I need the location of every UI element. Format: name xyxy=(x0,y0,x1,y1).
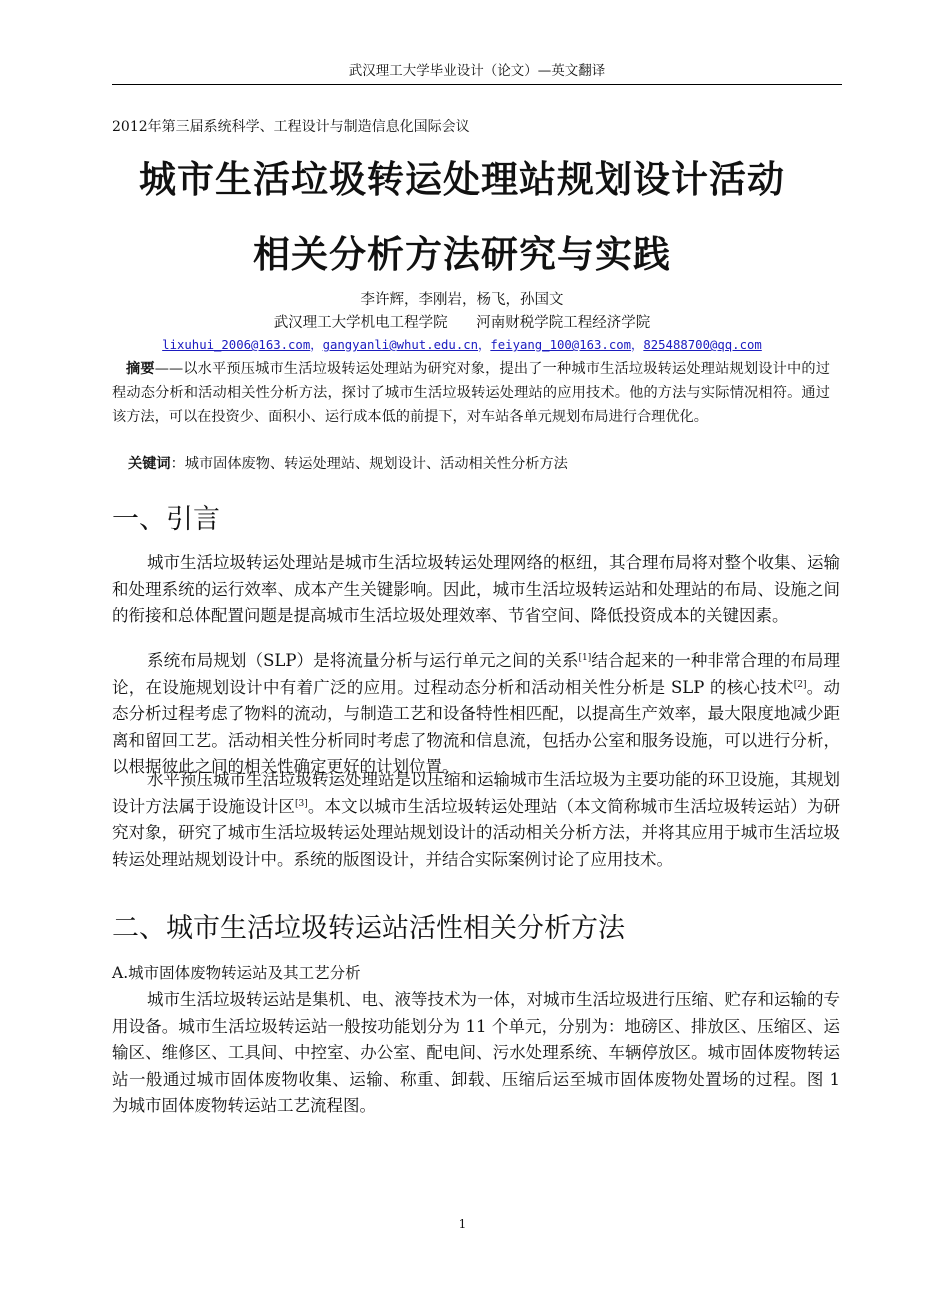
citation-ref-2[interactable]: [2] xyxy=(793,679,807,690)
body-text: 水平预压城市生活垃圾转运处理站是以压缩和运输城市生活垃圾为主要功能的环卫设施，其规划设计方法属于设施设计区 xyxy=(112,770,840,816)
citation-ref-3[interactable]: [3] xyxy=(294,798,308,809)
conference-name: 2012年第三届系统科学、工程设计与制造信息化国际会议 xyxy=(112,119,470,135)
body-paragraph xyxy=(112,648,840,781)
section-heading-method: 二、城市生活垃圾转运站活性相关分析方法 xyxy=(112,913,625,944)
keywords xyxy=(128,453,568,473)
email-link-2[interactable]: gangyanli@whut.edu.cn xyxy=(322,338,479,352)
body-text: 。动态分析过程考虑了物料的流动，与制造工艺和设备特性相匹配，以提高生产效率，最大限度地减少距离和留回工艺。活动相关性分析同时考虑了物流和信息流，包括办公室和服务设施，可以进行分析，以根据彼此之间的相关性确定更好的计划位置。 xyxy=(112,677,840,776)
body-text: 系统布局规划（SLP）是将流量分析与运行单元之间的关系 xyxy=(147,651,579,670)
author-emails xyxy=(112,335,812,353)
body-text: 。本文以城市生活垃圾转运处理站（本文简称城市生活垃圾转运站）为研究对象，研究了城市生活垃圾转运处理站规划设计的活动相关分析方法，并将其应用于城市生活垃圾转运处理站规划设计中。系统的版图设计，并结合实际案例讨论了应用技术。 xyxy=(112,796,841,869)
keywords-label: 关键词 xyxy=(128,456,171,472)
abstract-text: ——以水平预压城市生活垃圾转运处理站为研究对象，提出了一种城市生活垃圾转运处理站规划设计中的过程动态分析和活动相关性分析方法，探讨了城市生活垃圾转运处理站的应用技术。他的方法与实际情况相符。通过该方法，可以在投资少、面积小、运行成本低的前提下，对车站各单元规划布局进行合理优化。 xyxy=(112,361,830,425)
abstract-label: 摘要 xyxy=(126,361,155,377)
affiliation-2: 河南财税学院工程经济学院 xyxy=(476,315,651,331)
author-list: 李许辉，李刚岩，杨飞，孙国文 xyxy=(360,292,564,308)
paper-title-line-2: 相关分析方法研究与实践 xyxy=(253,233,671,276)
abstract xyxy=(112,357,830,429)
body-paragraph xyxy=(112,767,840,873)
email-separator: ， xyxy=(310,338,323,352)
email-link-3[interactable]: feiyang_100@163.com xyxy=(490,338,632,352)
page-number: 1 xyxy=(458,1217,467,1231)
citation-ref-1[interactable]: [1] xyxy=(578,653,592,663)
body-paragraph: 城市生活垃圾转运站是集机、电、液等技术为一体，对城市生活垃圾进行压缩、贮存和运输的专用设备。城市生活垃圾转运站一般按功能划分为 11 个单元，分别为：地磅区、排放区、压缩区、运输区、维修区、工具间、中控室、办公室、配电间、污水处理系统、车辆停放区。城市固体废物转运站一般通过城市固体废物收集、运输、称重、卸载、压缩后运至城市固体废物处置场的过程。图 1 为城市固体废物转运站工艺流程图。 xyxy=(112,990,840,1115)
affiliation-1: 武汉理工大学机电工程学院 xyxy=(273,315,448,331)
email-separator: ， xyxy=(631,338,644,352)
email-link-4[interactable]: 825488700@qq.com xyxy=(643,338,762,352)
paper-title-line-1: 城市生活垃圾转运处理站规划设计活动 xyxy=(139,158,785,201)
affiliations xyxy=(112,311,812,332)
email-link-1[interactable]: lixuhui_2006@163.com xyxy=(162,338,311,352)
keywords-text: ：城市固体废物、转运处理站、规划设计、活动相关性分析方法 xyxy=(170,456,568,472)
body-text: 结合起来的一种非常合理的布局理论，在设施规划设计中有着广泛的应用。过程动态分析和活动相关性分析是 SLP 的核心技术 xyxy=(112,651,841,697)
running-header: 武汉理工大学毕业设计（论文）—英文翻译 xyxy=(112,62,842,85)
email-separator: ， xyxy=(478,338,491,352)
section-heading-introduction: 一、引言 xyxy=(112,504,220,535)
subsection-heading: A.城市固体废物转运站及其工艺分析 xyxy=(112,964,361,982)
body-paragraph: 城市生活垃圾转运处理站是城市生活垃圾转运处理网络的枢纽，其合理布局将对整个收集、运输和处理系统的运行效率、成本产生关键影响。因此，城市生活垃圾转运站和处理站的布局、设施之间的衔接和总体配置问题是提高城市生活垃圾处理效率、节省空间、降低投资成本的关键因素。 xyxy=(112,553,840,625)
